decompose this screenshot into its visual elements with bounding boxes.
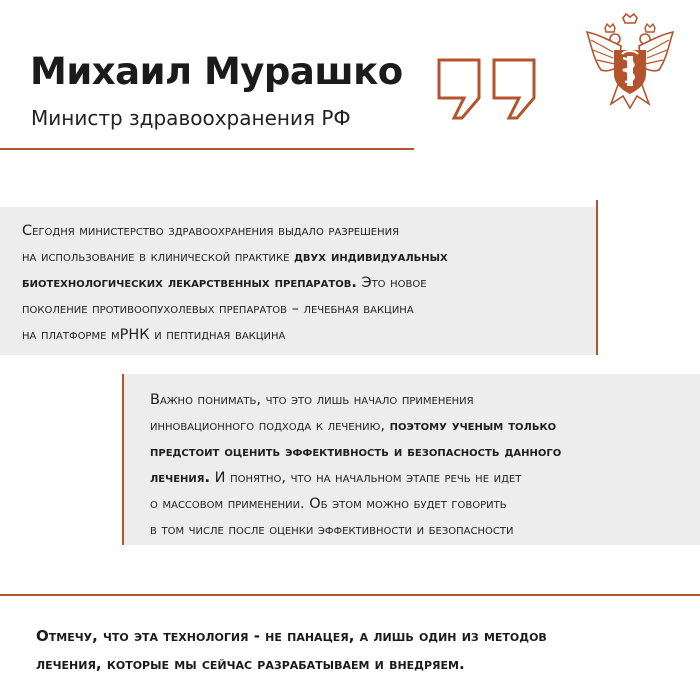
- ministry-emblem-icon: [583, 12, 677, 112]
- footer-divider: [0, 594, 700, 596]
- quote-block-2: [122, 374, 700, 545]
- speaker-role: Министр здравоохранения РФ: [31, 106, 351, 130]
- quote2-line-2: инновационного подхода к лечению, поэтому ученым только: [150, 418, 557, 434]
- quote-block-1: [0, 207, 598, 355]
- speaker-name: Михаил Мурашко: [30, 50, 403, 93]
- quote1-line-2: на использование в клинической практике двух индивидуальных: [22, 249, 448, 265]
- quote2-line-6: в том числе после оценки эффективности и безопасности: [150, 522, 514, 538]
- quote2-line-4: лечения. И понятно, что на начальном этапе речь не идет: [150, 470, 522, 486]
- quote2-line-5: о массовом применении. Об этом можно будет говорить: [150, 496, 507, 512]
- quote2-line-1: Важно понимать, что это лишь начало применения: [150, 392, 474, 408]
- final-quote-line-2: лечения, которые мы сейчас разрабатываем и внедряем.: [36, 655, 465, 673]
- final-quote-line-1: Отмечу, что эта технология - не панацея, а лишь один из методов: [36, 627, 547, 645]
- quote2-line-3: предстоит оценить эффективность и безопасность данного: [150, 444, 562, 460]
- header-divider: [0, 148, 414, 150]
- quote-block-2-accent-bar: [122, 374, 124, 545]
- quote-block-1-accent-bar: [596, 200, 598, 355]
- quote1-line-3: биотехнологических лекарственных препаратов. Это новое: [22, 275, 427, 291]
- quote1-line-5: на платформе мРНК и пептидная вакцина: [22, 327, 286, 343]
- quote-mark-icon: [436, 58, 540, 120]
- quote1-line-1: Сегодня министерство здравоохранения выдало разрешения: [22, 223, 400, 239]
- quote1-line-4: поколение противоопухолевых препаратов – лечебная вакцина: [22, 301, 414, 317]
- final-quote: [36, 622, 547, 678]
